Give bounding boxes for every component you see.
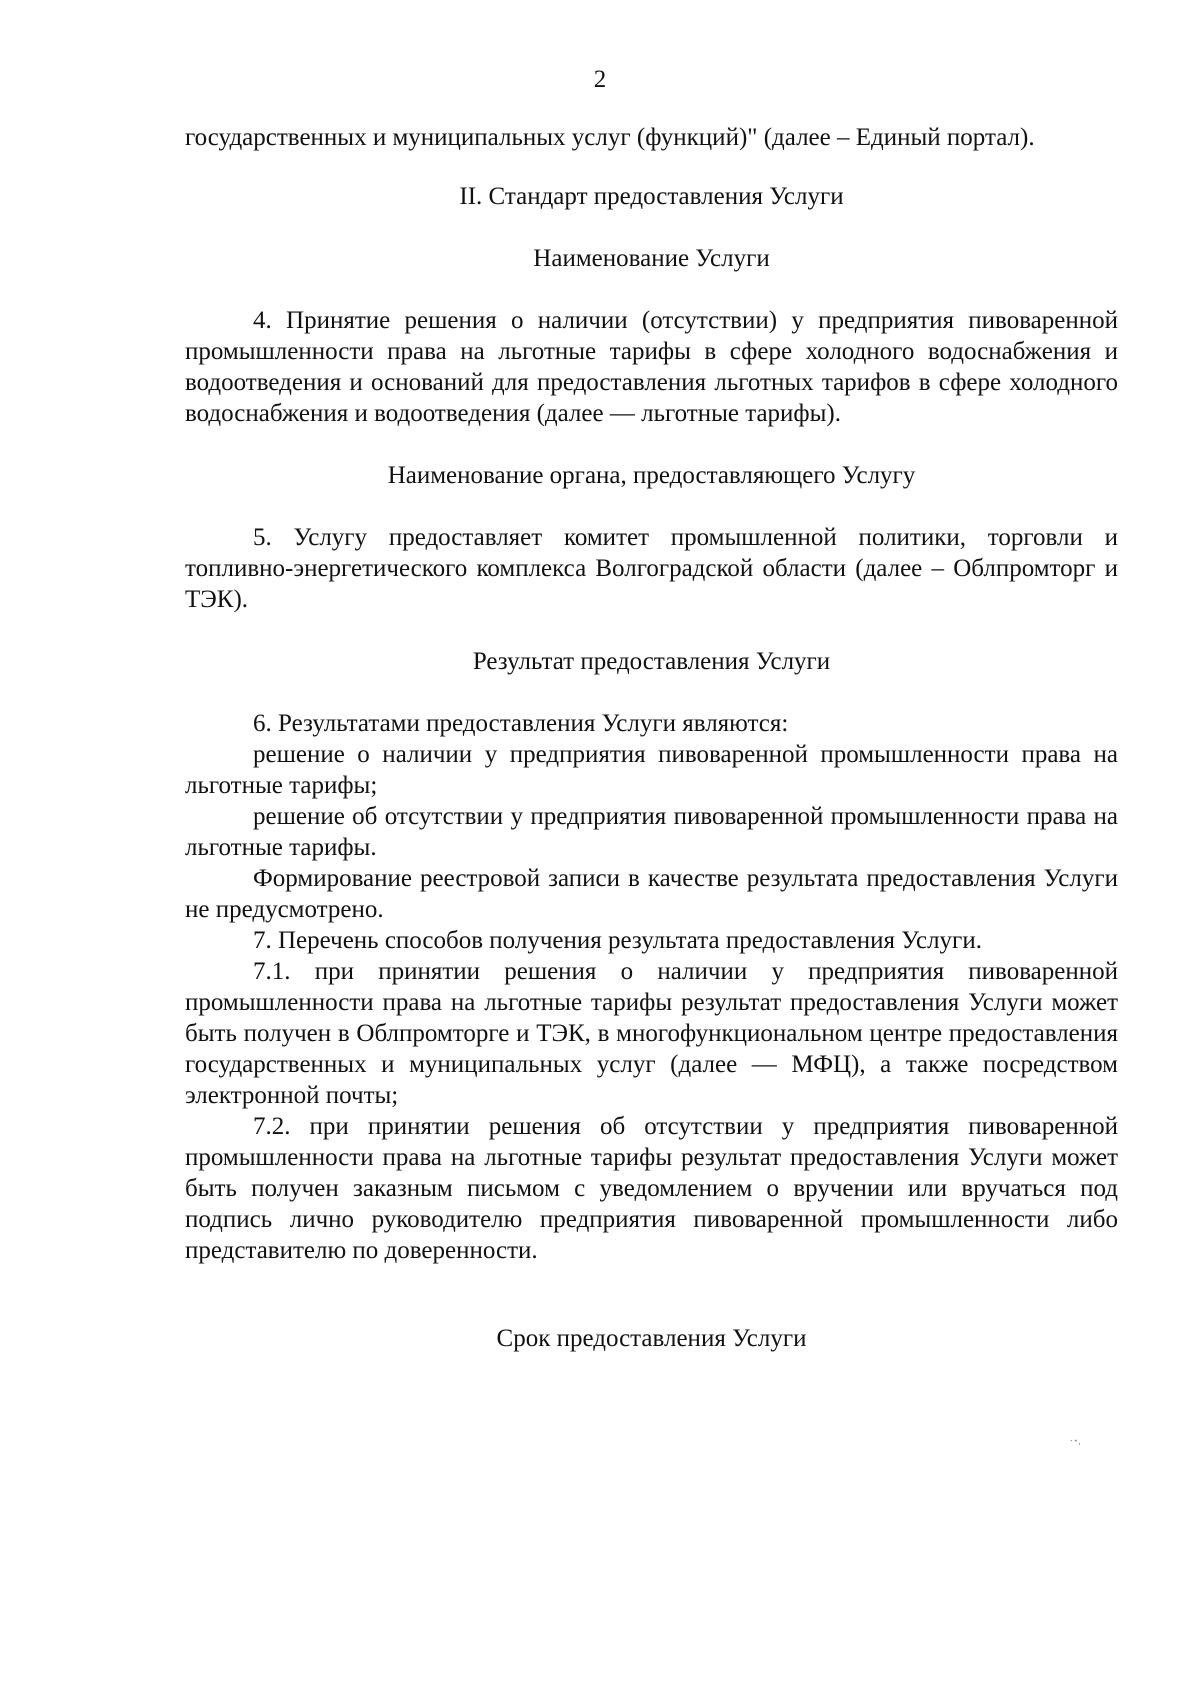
paragraph-6: 6. Результатами предоставления Услуги являются: [253,710,789,737]
document-body [185,122,1118,1354]
scan-speck-mark: ˙ˇ· [1069,1440,1081,1450]
subsection-heading-service-name: Наименование Услуги [533,245,770,272]
subsection-heading-term: Срок предоставления Услуги [496,1325,807,1352]
subsection-heading-authority: Наименование органа, предоставляющего Услугу [387,462,916,489]
paragraph-7-2: 7.2. при принятии решения об отсутствии у предприятия пивоваренной промышленности права на льготные тарифы результат предоставления Услуги может быть получен заказным письмом с уведомлением о вручении или вручаться под подпись лично руководителю предприятия пивоваренной промышленности либо представителю по доверенности. [185,1113,1118,1264]
paragraph-7: 7. Перечень способов получения результата предоставления Услуги. [253,927,982,954]
paragraph-7-1: 7.1. при принятии решения о наличии у предприятия пивоваренной промышленности права на льготные тарифы результат предоставления Услуги может быть получен в Облпромторге и ТЭК, в многофункциональном центре предоставления государственных и муниципальных услуг (далее — МФЦ), а также посредством электронной почты; [185,958,1118,1109]
paragraph-6-item-negative: решение об отсутствии у предприятия пивоваренной промышленности права на льготные тарифы. [185,803,1118,861]
subsection-heading-result: Результат предоставления Услуги [472,648,831,675]
paragraph-6-item-positive: решение о наличии у предприятия пивоваренной промышленности права на льготные тарифы; [185,741,1118,799]
paragraph-5: 5. Услугу предоставляет комитет промышленной политики, торговли и топливно-энергетического комплекса Волгоградской области (далее – Облпромторг и ТЭК). [185,524,1118,613]
paragraph-6-registry-note: Формирование реестровой записи в качестве результата предоставления Услуги не предусмотрено. [185,865,1118,923]
page-number: 2 [593,66,607,93]
paragraph-4: 4. Принятие решения о наличии (отсутствии) у предприятия пивоваренной промышленности права на льготные тарифы в сфере холодного водоснабжения и водоотведения и оснований для предоставления льготных тарифов в сфере холодного водоснабжения и водоотведения (далее — льготные тарифы). [185,307,1118,427]
section-heading: II. Стандарт предоставления Услуги [459,183,844,210]
continuation-paragraph: государственных и муниципальных услуг (функций)" (далее – Единый портал). [185,124,1035,151]
